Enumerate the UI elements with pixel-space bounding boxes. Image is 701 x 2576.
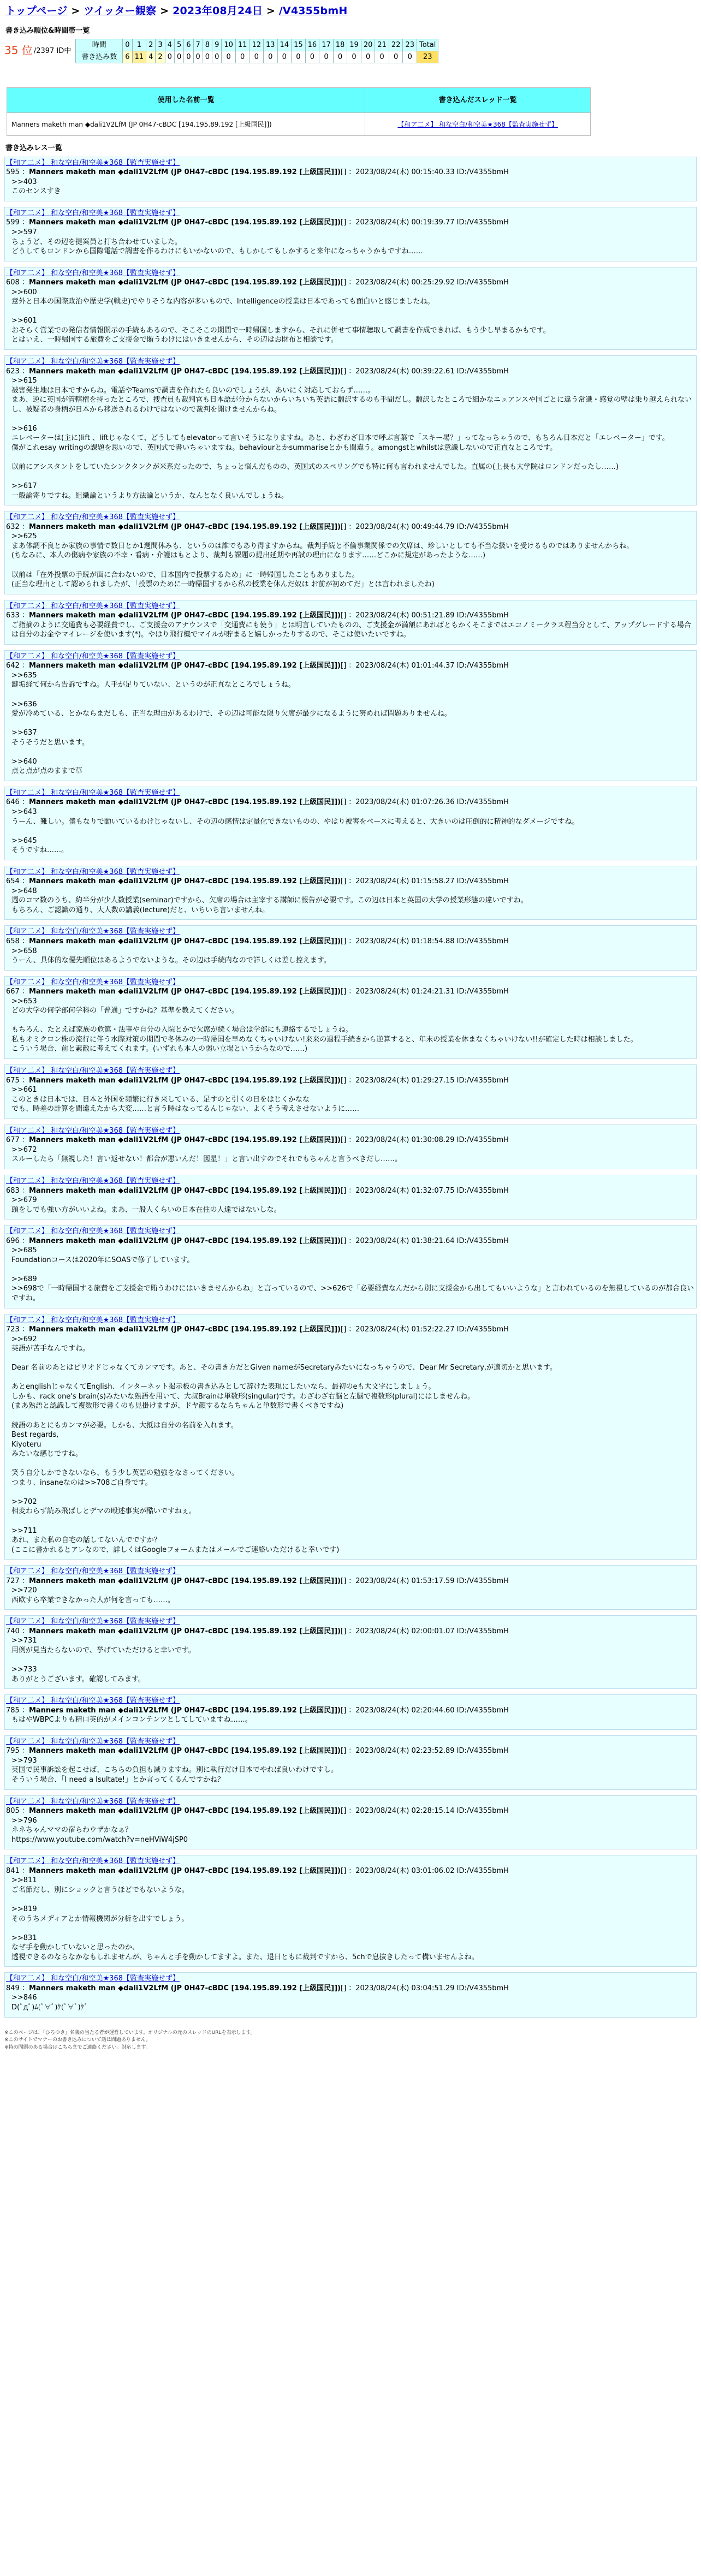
post-body: >>635 鍵垢経て何から告訴ですね。人手が足りていない、というのが正直なところでしょうね。 >>636 愛が冷めている、とかならまだしも、正当な理由があるわけで、その辺は可能な限り欠席が最少になるように努めれば問題ありませんね。 >>637 そうそうだと思います。 >>640 点と点が点のままで草 — [11, 671, 452, 776]
post-item — [4, 1225, 697, 1308]
post-thread-link[interactable]: 【和ア二メ】 和な空白/和空美★368【監査実施せず】 — [6, 158, 180, 167]
post-header: 632 ：Manners maketh man ◆dali1V2LfM (JP 0H47-cBDC [194.195.89.192 [上級国民]])[] ：2023/08/24(木) 00:49:44.79 ID:/V4355bmH — [6, 522, 509, 531]
count-cell: 0 — [249, 51, 264, 63]
hour-cell: 21 — [375, 39, 389, 51]
breadcrumb-top-link[interactable]: トップページ — [5, 5, 68, 17]
count-cell: 0 — [203, 51, 212, 63]
hour-cell: 3 — [156, 39, 165, 51]
count-cell: 0 — [222, 51, 236, 63]
post-thread-title — [5, 1736, 696, 1747]
count-cell: 0 — [193, 51, 203, 63]
post-body: >>653 どの大学の何学部何学科の「普通」ですかね？基準を教えてください。 もちろん、たとえば家族の危篤・法事や自分の入院とかで欠席が続く場合は学部にも連絡するでしょうね。 私もオミクロン株の流行に伴う水際対策の期間で冬休みの一時帰国を早めなくちゃいけない!来来の過程手続きから逆算すると、年末の授業を休まなくちゃいけない!!が確定した時は相談しました。 こういう場合、前と素敵に考えてくれます。(いずれも本人の弱い立場というからなので……) — [11, 997, 638, 1054]
post-header: 727 ：Manners maketh man ◆dali1V2LfM (JP 0H47-cBDC [194.195.89.192 [上級国民]])[] ：2023/08/24(木) 01:53:17.59 ID:/V4355bmH — [6, 1576, 509, 1585]
names-column-header: 使用した名前一覧 — [7, 88, 365, 113]
post-item — [4, 267, 697, 350]
post-thread-title — [5, 1695, 696, 1706]
post-thread-link[interactable]: 【和ア二メ】 和な空白/和空美★368【監査実施せず】 — [6, 978, 180, 986]
footer-line: ※特の問題のある場合はこちらまでご連絡ください。対応します。 — [4, 2044, 151, 2050]
post-item — [4, 925, 697, 970]
post-body: >>625 まあ体調不良とか家族の事情で数日とか1週間休みも、というのは誰でもあり得ますからね。裁判手続と不倫事業関係での欠席は、珍しいとしても不当な扱いを受けるものではありませんからね。 (ちなみに、本人の傷病や家族の不幸・看病・介護はもとより、裁判も課題の提出延期や再試の理由になります……どこかに規定があったような……) 以前は「在外投票の手続が面に合わないので、日本国内で投票するため」に一時帰国したこともありました。 (正当な理由として認められましたが、「投票のために一時帰国するから私の授業を休んだ奴は お前が初めてだ」とは言われましたね) — [11, 532, 634, 589]
post-item — [4, 1735, 697, 1790]
footer — [4, 2030, 697, 2052]
hour-cell: 5 — [174, 39, 183, 51]
breadcrumb-date-link[interactable]: 2023年08月24日 — [173, 5, 263, 17]
post-thread-link[interactable]: 【和ア二メ】 和な空白/和空美★368【監査実施せず】 — [6, 1316, 180, 1324]
post-thread-link[interactable]: 【和ア二メ】 和な空白/和空美★368【監査実施せず】 — [6, 1857, 180, 1866]
post-header: 646 ：Manners maketh man ◆dali1V2LfM (JP 0H47-cBDC [194.195.89.192 [上級国民]])[] ：2023/08/24(木) 01:07:26.36 ID:/V4355bmH — [6, 798, 509, 807]
used-name-cell: Manners maketh man ◆dali1V2LfM (JP 0H47-cBDC [194.195.89.192 [上級国民]]) — [7, 113, 365, 136]
hour-cell: 12 — [249, 39, 264, 51]
post-thread-link[interactable]: 【和ア二メ】 和な空白/和空美★368【監査実施せず】 — [6, 209, 180, 217]
post-thread-title — [5, 977, 696, 987]
summary-heading: 書き込み順位&時間帯一覧 — [5, 26, 90, 35]
post-thread-title — [5, 1225, 696, 1236]
hour-row-label: 時間 — [76, 39, 123, 51]
post-thread-link[interactable]: 【和ア二メ】 和な空白/和空美★368【監査実施せず】 — [6, 1697, 180, 1705]
post-body: >>685 Foundationコースは2020年にSOASで修了しています。 >>689 >>698で「一時帰国する旅費をご支援金で賄うわけにはいきませんからね」と言っているので、>>626で「必要経費なんだから別に支援金から出してもいいような」と言われているのを無視しているのが都合良いですね。 — [11, 1246, 694, 1302]
hour-cell: 13 — [264, 39, 278, 51]
count-cell: 4 — [146, 51, 156, 63]
hour-cell: 22 — [389, 39, 403, 51]
hour-cell: 19 — [347, 39, 361, 51]
count-total-cell: 23 — [417, 51, 438, 63]
post-thread-link[interactable]: 【和ア二メ】 和な空白/和空美★368【監査実施せず】 — [6, 788, 180, 797]
post-item — [4, 1125, 697, 1169]
post-thread-link[interactable]: 【和ア二メ】 和な空白/和空美★368【監査実施せず】 — [6, 602, 180, 610]
post-header: 723 ：Manners maketh man ◆dali1V2LfM (JP 0H47-cBDC [194.195.89.192 [上級国民]])[] ：2023/08/24(木) 01:52:22.27 ID:/V4355bmH — [6, 1325, 509, 1334]
post-body: >>597 ちょうど、その辺を提案員と打ち合わせていました。 どうしてもロンドンから国際電話で調書を作るわけにもいかないので、もしかしてもしかすると来年になっちゃうかもですね…… — [11, 228, 423, 256]
post-header: 599 ：Manners maketh man ◆dali1V2LfM (JP 0H47-cBDC [194.195.89.192 [上級国民]])[] ：2023/08/24(木) 00:19:39.77 ID:/V4355bmH — [6, 218, 509, 227]
post-item — [4, 207, 697, 261]
post-item — [4, 1694, 697, 1730]
post-body: >>600 意外と日本の国際政治や歴史学(戦史)でやりそうな内容が多いもので、Intelligenceの授業は日本であっても面白いと感じましたね。 >>601 おそらく営業での発信者情報開示の手続もあるので、そこそこの期間で一時帰国しますから、それに併せて事情聴取して調書を作成できれば、もう少し早まるかもです。 とはいえ、一時帰国する旅費をご支援金で賄うわけにはいきませんから、その辺はお財布と相談です。 — [11, 288, 550, 344]
post-header: 795 ：Manners maketh man ◆dali1V2LfM (JP 0H47-cBDC [194.195.89.192 [上級国民]])[] ：2023/08/24(木) 02:23:52.89 ID:/V4355bmH — [6, 1747, 509, 1756]
post-body: >>796 ネネちゃんママの宿らわウザかなぁ？ https://www.youtube.com/watch?v=neHViW4jSP0 — [11, 1816, 188, 1844]
post-body: >>793 英国で民事訴訟を起こせば、こちらの負担も減りますね。別に執行だけ日本でやれば良いわけですし。 そういう場合、「I need a Isultate!」とか言ってくるんですかね？ — [11, 1756, 338, 1784]
names-threads-table — [7, 87, 591, 136]
count-cell: 0 — [174, 51, 183, 63]
post-item — [4, 1795, 697, 1850]
post-item — [4, 1855, 697, 1967]
post-body: もはやWBPCよりも精口英的がメインコンテンツとしてしていますね……。 — [11, 1716, 252, 1724]
post-header: 675 ：Manners maketh man ◆dali1V2LfM (JP 0H47-cBDC [194.195.89.192 [上級国民]])[] ：2023/08/24(木) 01:29:27.15 ID:/V4355bmH — [6, 1076, 509, 1085]
post-header: 683 ：Manners maketh man ◆dali1V2LfM (JP 0H47-cBDC [194.195.89.192 [上級国民]])[] ：2023/08/24(木) 01:32:07.75 ID:/V4355bmH — [6, 1186, 509, 1195]
count-cell: 0 — [184, 51, 193, 63]
count-cell: 0 — [319, 51, 334, 63]
hour-cell: 10 — [222, 39, 236, 51]
post-thread-title — [5, 1973, 696, 1984]
post-thread-link[interactable]: 【和ア二メ】 和な空白/和空美★368【監査実施せず】 — [6, 1797, 180, 1806]
hour-cell: 1 — [132, 39, 146, 51]
breadcrumb-site-link[interactable]: ツイッター観察 — [84, 5, 157, 17]
post-thread-link[interactable]: 【和ア二メ】 和な空白/和空美★368【監査実施せず】 — [6, 1176, 180, 1185]
rank-value: 35 位 — [4, 44, 33, 57]
hour-cell: Total — [417, 39, 438, 51]
count-cell: 0 — [212, 51, 222, 63]
post-header: 667 ：Manners maketh man ◆dali1V2LfM (JP 0H47-cBDC [194.195.89.192 [上級国民]])[] ：2023/08/24(木) 01:24:21.31 ID:/V4355bmH — [6, 987, 509, 996]
post-thread-title — [5, 600, 696, 611]
breadcrumb-separator: > — [263, 5, 279, 17]
post-header: 595 ：Manners maketh man ◆dali1V2LfM (JP 0H47-cBDC [194.195.89.192 [上級国民]])[] ：2023/08/24(木) 00:15:40.33 ID:/V4355bmH — [6, 168, 509, 177]
hour-cell: 0 — [123, 39, 132, 51]
count-cell: 0 — [361, 51, 375, 63]
post-body: >>643 うーん、難しい。僕もなりで動いているわけじゃないし、その辺の感情は定量化できないものの、やはり被害をベースに考えると、大きいのは圧倒的に精神的なダメージですね。 >>645 そうですね……。 — [11, 808, 579, 855]
count-row — [76, 51, 438, 63]
post-body: >>679 頭をしでも強い方がいいよね。まあ、一般人くらいの日本在住の人達ではないしな。 — [11, 1196, 281, 1214]
count-cell: 0 — [292, 51, 306, 63]
post-item — [4, 1175, 697, 1219]
posts-heading: 書き込みレス一覧 — [5, 144, 62, 153]
post-body: >>615 被害発生地は日本ですからね。電話やTeamsで調書を作れたら良いのでしょうが、あいにく対応しておらず……。 まあ、逆に英国が管轄権を持ったところで、捜査員も裁判官も日本語が分からないからいちいち英語に翻訳するのも手間だし。翻訳したところで細かなニュアンスや国ごとに違う常識・感覚の壁は乗り越えられないし、被疑者の身柄が日本から移送されるわけではないので裁判を開けませんからね。 >>616 エレベーターは(主に)lift 、liftじゃなくて、どうしてもelevatorって言いそうになりますね。あと、わざわざ日本で呼ぶ言葉で「スキー場？」ってなっちゃうので、もちろん日本だと「エレベーター」です。 僕がこれesay writingの課題を思いので、英国式で書いちゃいますね。behaviourとかsummariseとかも間違う。amongstとwhilstは意識しないので正直なところです。 以前にアシスタントをしていたシンクタンクが米系だったので、ちょっと悩んだものの、英国式のスペリングでも特に何も言われませんでした。直属の(上長も大学院はロンドンだったし……) >>617 一般論寄りですね。組織論というより方法論というか、なんとなく良いんでしょうね。 — [11, 377, 692, 500]
count-cell: 0 — [305, 51, 319, 63]
post-body: >>720 西欧すら卒業できなかった人が何を言っても……。 — [11, 1586, 175, 1604]
post-body: >>648 週のコマ数のうち、約半分が少人数授業(seminar)ですから、欠席の場合は主宰する講師に報告が必要です。この辺は日本と英国の大学の授業形態の違いですね。 もちろん、ご認識の通り、大人数の講義(lecture)だと、いちいち言いませんね。 — [11, 887, 528, 914]
post-item — [4, 355, 697, 505]
post-body: ご指摘のように交通費も必要経費でし、ご支援金のアナウンスで「交通費にも使う」とは明言していたものの、ご支援金が満額にあればともかくそこまではエコノミークラス程当分として、アップグレードする場合は自分のお金やマイレージを使います(*)。やはり飛行機でマイルが貯まると嬉しかったりするので、そこは使いたいですね。 — [11, 621, 691, 639]
hour-cell: 20 — [361, 39, 375, 51]
hour-cell: 16 — [305, 39, 319, 51]
hour-cell: 23 — [403, 39, 417, 51]
post-item — [4, 866, 697, 920]
count-cell: 11 — [132, 51, 146, 63]
count-cell: 0 — [277, 51, 292, 63]
post-header: 608 ：Manners maketh man ◆dali1V2LfM (JP 0H47-cBDC [194.195.89.192 [上級国民]])[] ：2023/08/24(木) 00:25:29.92 ID:/V4355bmH — [6, 278, 509, 287]
post-thread-title — [5, 157, 696, 168]
post-body: >>846 D(ﾟдﾟ)ﾑ(ﾟ∀ﾟ)ｹ(ﾟ∀ﾟ)ｹﾞ — [11, 1994, 88, 2012]
post-thread-title — [5, 1616, 696, 1627]
post-thread-title — [5, 207, 696, 218]
post-thread-link[interactable]: 【和ア二メ】 和な空白/和空美★368【監査実施せず】 — [6, 1067, 180, 1075]
post-thread-title — [5, 511, 696, 522]
posts-list — [4, 157, 697, 2018]
post-thread-title — [5, 1314, 696, 1325]
count-cell: 0 — [165, 51, 174, 63]
post-item — [4, 1565, 697, 1610]
post-thread-link[interactable]: 【和ア二メ】 和な空白/和空美★368【監査実施せず】 — [6, 1617, 180, 1626]
hour-cell: 14 — [277, 39, 292, 51]
count-cell: 6 — [123, 51, 132, 63]
hour-cell: 11 — [235, 39, 249, 51]
count-cell: 0 — [235, 51, 249, 63]
post-item — [4, 650, 697, 781]
count-cell: 0 — [389, 51, 403, 63]
post-header: 658 ：Manners maketh man ◆dali1V2LfM (JP 0H47-cBDC [194.195.89.192 [上級国民]])[] ：2023/08/24(木) 01:18:54.88 ID:/V4355bmH — [6, 937, 509, 946]
post-thread-title — [5, 1796, 696, 1807]
hour-cell: 18 — [333, 39, 347, 51]
post-thread-link[interactable]: 【和ア二メ】 和な空白/和空美★368【監査実施せず】 — [6, 867, 180, 876]
post-thread-title — [5, 356, 696, 367]
post-thread-title — [5, 1566, 696, 1576]
post-item — [4, 1615, 697, 1689]
hour-cell: 6 — [184, 39, 193, 51]
breadcrumb-separator: > — [156, 5, 173, 17]
post-body: >>672 スルーしたら「無視した！言い返せない！都合が悪いんだ！図星！」と言い出すのでそれでもちゃんと言うべきだし……。 — [11, 1145, 402, 1164]
hour-cell: 17 — [319, 39, 334, 51]
hour-row — [76, 39, 438, 51]
post-thread-link[interactable]: 【和ア二メ】 和な空白/和空美★368【監査実施せず】 — [6, 927, 180, 936]
hour-cell: 2 — [146, 39, 156, 51]
post-thread-title — [5, 926, 696, 937]
post-thread-title — [5, 1065, 696, 1076]
post-thread-link[interactable]: 【和ア二メ】 和な空白/和空美★368【監査実施せず】 — [6, 1126, 180, 1135]
post-body: >>661 このときは日本では、日本と外国を頻繁に行き来している、足すのと引くの日をはじくかなな でも、時差の計算を間違えたから大変……と言う時はなってるんじゃない、よくそう考えさせないように…… — [11, 1086, 360, 1114]
thread-link[interactable]: 【和ア二メ】 和な空白/和空美★368【監査実施せず】 — [397, 120, 558, 128]
footer-line: ※このページは、「ひろゆき」名義の当たる者が運営しています。オリジナルの元のスレッドのURLを表示します。 — [4, 2030, 256, 2036]
post-header: 654 ：Manners maketh man ◆dali1V2LfM (JP 0H47-cBDC [194.195.89.192 [上級国民]])[] ：2023/08/24(木) 01:15:58.27 ID:/V4355bmH — [6, 877, 509, 886]
hour-cell: 9 — [212, 39, 222, 51]
post-body: >>731 用例が見当たらないので、挙げていただけると幸いです。 >>733 ありがとうございます。確認してみます。 — [11, 1637, 195, 1683]
post-item — [4, 787, 697, 860]
post-header: 805 ：Manners maketh man ◆dali1V2LfM (JP 0H47-cBDC [194.195.89.192 [上級国民]])[] ：2023/08/24(木) 02:28:15.14 ID:/V4355bmH — [6, 1807, 509, 1816]
post-header: 841 ：Manners maketh man ◆dali1V2LfM (JP 0H47-cBDC [194.195.89.192 [上級国民]])[] ：2023/08/24(木) 03:01:06.02 ID:/V4355bmH — [6, 1866, 509, 1875]
post-header: 696 ：Manners maketh man ◆dali1V2LfM (JP 0H47-cBDC [194.195.89.192 [上級国民]])[] ：2023/08/24(木) 01:38:21.64 ID:/V4355bmH — [6, 1236, 509, 1245]
post-thread-title — [5, 267, 696, 278]
post-header: 623 ：Manners maketh man ◆dali1V2LfM (JP 0H47-cBDC [194.195.89.192 [上級国民]])[] ：2023/08/24(木) 00:39:22.61 ID:/V4355bmH — [6, 367, 509, 376]
rank-total: /2397 ID中 — [33, 47, 72, 56]
post-item — [4, 976, 697, 1059]
post-header: 740 ：Manners maketh man ◆dali1V2LfM (JP 0H47-cBDC [194.195.89.192 [上級国民]])[] ：2023/08/24(木) 02:00:01.07 ID:/V4355bmH — [6, 1627, 509, 1635]
threads-column-header: 書き込んだスレッド一覧 — [365, 88, 591, 113]
post-item — [4, 600, 697, 645]
post-thread-link[interactable]: 【和ア二メ】 和な空白/和空美★368【監査実施せず】 — [6, 1974, 180, 1983]
count-cell: 0 — [375, 51, 389, 63]
post-thread-link[interactable]: 【和ア二メ】 和な空白/和空美★368【監査実施せず】 — [6, 269, 180, 277]
post-item — [4, 1064, 697, 1119]
count-cell: 2 — [156, 51, 165, 63]
count-row-label: 書き込み数 — [76, 51, 123, 63]
post-thread-title — [5, 1855, 696, 1866]
hour-cell: 4 — [165, 39, 174, 51]
post-body: >>811 ご名節だし、別にショックと言うほどでもないような。 >>819 そのうちメディアとか情報機関が分析を出すでしょう。 >>831 なぜ手を動かしていないと思ったのか、 透視できるのならなかなもしれませんが、ちゃんと手を動かしてますよ。また、退日ともに裁判ですから、5chで息抜きしたって構いませんよね。 — [11, 1876, 479, 1961]
post-item — [4, 1314, 697, 1560]
hour-cell: 7 — [193, 39, 203, 51]
post-thread-link[interactable]: 【和ア二メ】 和な空白/和空美★368【監査実施せず】 — [6, 358, 180, 366]
post-thread-title — [5, 787, 696, 798]
footer-line: ※このサイトでマナーのお書き込みについて話は問題ありません。 — [4, 2037, 151, 2043]
post-thread-link[interactable]: 【和ア二メ】 和な空白/和空美★368【監査実施せず】 — [6, 1567, 180, 1576]
post-header: 642 ：Manners maketh man ◆dali1V2LfM (JP 0H47-cBDC [194.195.89.192 [上級国民]])[] ：2023/08/24(木) 01:01:44.37 ID:/V4355bmH — [6, 662, 509, 670]
post-body: >>658 うーん、具体的な優先順位はあるようでないような。その辺は手続内なので詳しくは差し控えます。 — [11, 947, 331, 965]
hour-cell: 8 — [203, 39, 212, 51]
count-cell: 0 — [403, 51, 417, 63]
post-body: >>403 このセンスすき — [11, 177, 61, 196]
post-item — [4, 511, 697, 594]
post-item — [4, 157, 697, 201]
thread-cell — [365, 113, 591, 136]
post-header: 633 ：Manners maketh man ◆dali1V2LfM (JP 0H47-cBDC [194.195.89.192 [上級国民]])[] ：2023/08/24(木) 00:51:21.89 ID:/V4355bmH — [6, 611, 509, 620]
post-thread-title — [5, 1175, 696, 1186]
breadcrumb-separator: > — [67, 5, 84, 17]
breadcrumb — [5, 4, 697, 19]
post-thread-title — [5, 651, 696, 662]
count-cell: 0 — [333, 51, 347, 63]
post-thread-link[interactable]: 【和ア二メ】 和な空白/和空美★368【監査実施せず】 — [6, 1227, 180, 1236]
post-header: 849 ：Manners maketh man ◆dali1V2LfM (JP 0H47-cBDC [194.195.89.192 [上級国民]])[] ：2023/08/24(木) 03:04:51.29 ID:/V4355bmH — [6, 1984, 509, 1992]
count-cell: 0 — [264, 51, 278, 63]
rank-summary — [4, 39, 697, 63]
post-thread-title — [5, 866, 696, 877]
post-item — [4, 1972, 697, 2017]
post-thread-link[interactable]: 【和ア二メ】 和な空白/和空美★368【監査実施せず】 — [6, 513, 180, 522]
post-body: >>692 英語が苦手なんですね。 Dear 名前のあとはピリオドじゃなくてカンマです。あと、その書き方だとGiven nameがSecretaryみたいになっちゃうので、Dear Mr Secretary,が適切かと思います。 あとenglishじゃなくてEnglish、インターネット掲示板の書き込みとして辞けた表現にしたいなら、最初のeも大文字にしましょう。 しかも、rack one's brain(s)みたいな熟語を用いて、大叔Brainは単数形(singular)です。わざわざ右脳と左脳で複数形(plural)にはしませんね。 (まあ熟語と認識して複数形で書くのも見掛けますが、ドヤ顔するならちゃんと単数形で書くべきですね) 続語のあとにもカンマが必要。しかも、大抵は自分の名前を入れます。 Best regards, Kiyoteru みたいな感じですね。 笑う自分しかできないなら、もう少し英語の勉強をなさってください。 つまり、insaneなのは>>708ご自身です。 >>702 相変わらず読み飛ばしとデマの殴述事実が酷いですねぇ。 >>711 あれ、また私の自宅の話してないんでですか？ (ここに書かれるとアレなので、詳しくはGoogleフォームまたはメールでご連絡いただけると幸いです) — [11, 1335, 557, 1554]
hourly-post-table — [75, 39, 438, 63]
post-thread-link[interactable]: 【和ア二メ】 和な空白/和空美★368【監査実施せず】 — [6, 1737, 180, 1746]
count-cell: 0 — [347, 51, 361, 63]
breadcrumb-id-link[interactable]: /V4355bmH — [278, 5, 348, 17]
post-header: 677 ：Manners maketh man ◆dali1V2LfM (JP 0H47-cBDC [194.195.89.192 [上級国民]])[] ：2023/08/24(木) 01:30:08.29 ID:/V4355bmH — [6, 1136, 509, 1145]
post-header: 785 ：Manners maketh man ◆dali1V2LfM (JP 0H47-cBDC [194.195.89.192 [上級国民]])[] ：2023/08/24(木) 02:20:44.60 ID:/V4355bmH — [6, 1706, 509, 1715]
hour-cell: 15 — [292, 39, 306, 51]
post-thread-title — [5, 1125, 696, 1136]
post-thread-link[interactable]: 【和ア二メ】 和な空白/和空美★368【監査実施せず】 — [6, 652, 180, 661]
